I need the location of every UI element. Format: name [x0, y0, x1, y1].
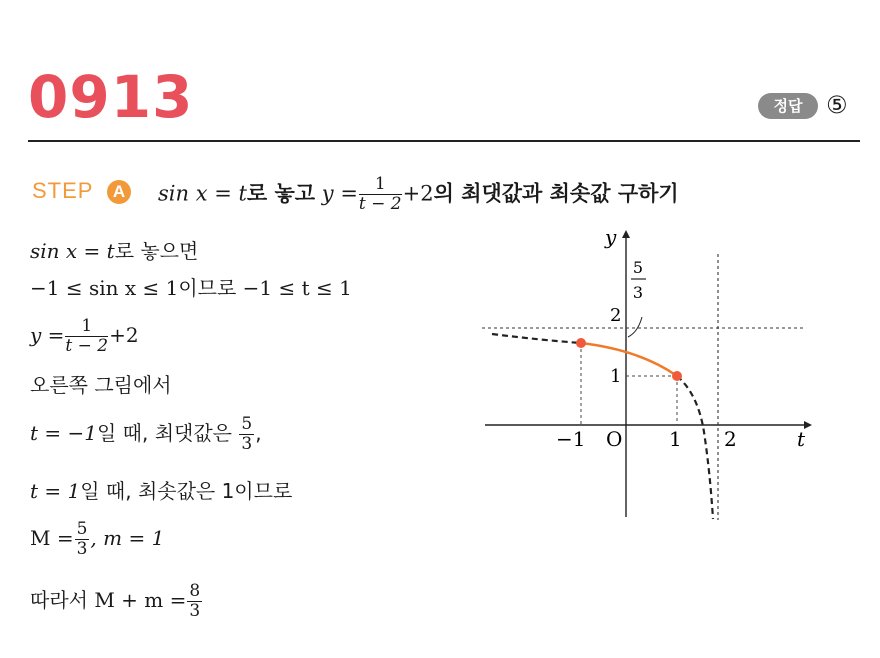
l1-text: 로 놓으면 — [114, 239, 199, 263]
step-fraction-num: 1 — [359, 175, 402, 195]
l5-comma: , — [255, 421, 262, 445]
t-axis-arrow-icon — [804, 421, 812, 429]
l5-num: 5 — [241, 414, 253, 434]
l8-M-plus-m: M + m = — [94, 588, 187, 612]
l3-den: t − 2 — [65, 336, 109, 356]
solution-line-1 — [30, 238, 198, 264]
solution-line-3 — [30, 317, 139, 356]
l3-num: 1 — [65, 317, 108, 337]
l7-M: M = — [30, 526, 74, 550]
solution-line-7 — [30, 520, 164, 559]
answer-badge: 정답 — [758, 93, 818, 119]
callout-leader — [628, 317, 642, 337]
curve-highlight-segment — [581, 343, 677, 376]
l2-inequality-a: −1 ≤ sin x ≤ 1 — [30, 276, 179, 300]
solution-line-5 — [30, 415, 262, 454]
step-fraction — [359, 175, 402, 214]
y-axis-label: y — [605, 225, 617, 249]
callout-den: 3 — [632, 283, 644, 302]
l8-text: 따라서 — [30, 588, 88, 612]
step-substitution: sin x = t — [158, 181, 247, 206]
solution-line-6 — [30, 478, 292, 504]
l7-den: 3 — [76, 539, 88, 559]
y-axis-arrow-icon — [622, 230, 630, 238]
answer-value: ⑤ — [826, 91, 848, 119]
max-point — [576, 338, 586, 348]
l8-den: 3 — [189, 601, 201, 621]
step-fraction-den: t − 2 — [358, 194, 402, 214]
l1-math: sin x = t — [30, 239, 115, 263]
function-graph — [470, 222, 830, 527]
curve-left-branch — [492, 334, 581, 343]
problem-number: 0913 — [28, 63, 194, 131]
l6-t: t = 1 — [30, 479, 81, 503]
callout-num: 5 — [632, 258, 644, 277]
origin-label: O — [606, 427, 623, 451]
solution-line-8 — [30, 582, 203, 621]
l2-text: 이므로 — [178, 276, 237, 300]
step-text-1: 로 놓고 — [246, 181, 316, 206]
tick-label-1: 1 — [669, 427, 682, 451]
step-title — [158, 175, 679, 214]
l7-fraction — [75, 520, 90, 559]
l5-fraction — [239, 415, 254, 454]
step-text-2: 의 최댓값과 최솟값 구하기 — [433, 181, 679, 206]
l7-m: , m = 1 — [90, 526, 165, 550]
tick-label-2: 2 — [724, 427, 737, 451]
tick-label-neg1: −1 — [556, 427, 586, 451]
l5-t: t = −1 — [30, 421, 97, 445]
l3-fraction — [65, 317, 108, 356]
l6-text: 일 때, 최솟값은 1이므로 — [80, 479, 293, 503]
t-axis-label: t — [797, 427, 806, 451]
step-letter-badge: A — [107, 180, 131, 204]
l3-plus: +2 — [109, 323, 139, 347]
curve-right-branch — [677, 376, 713, 519]
solution-line-2 — [30, 275, 352, 301]
l2-inequality-b: −1 ≤ t ≤ 1 — [242, 276, 352, 300]
step-plus: +2 — [402, 181, 434, 206]
l5-den: 3 — [241, 434, 253, 454]
l3-y: y = — [30, 323, 65, 347]
y-tick-label-1: 1 — [610, 366, 622, 387]
y-tick-label-2: 2 — [610, 305, 622, 326]
l8-fraction — [187, 582, 202, 621]
step-y-equals: y = — [321, 181, 358, 206]
solution-line-4: 오른쪽 그림에서 — [30, 373, 172, 397]
header-divider — [28, 140, 860, 142]
step-label: STEP — [32, 178, 94, 203]
min-point — [672, 371, 682, 381]
l5-text: 일 때, 최댓값은 — [97, 421, 232, 445]
l8-num: 8 — [189, 581, 201, 601]
l7-num: 5 — [76, 519, 88, 539]
